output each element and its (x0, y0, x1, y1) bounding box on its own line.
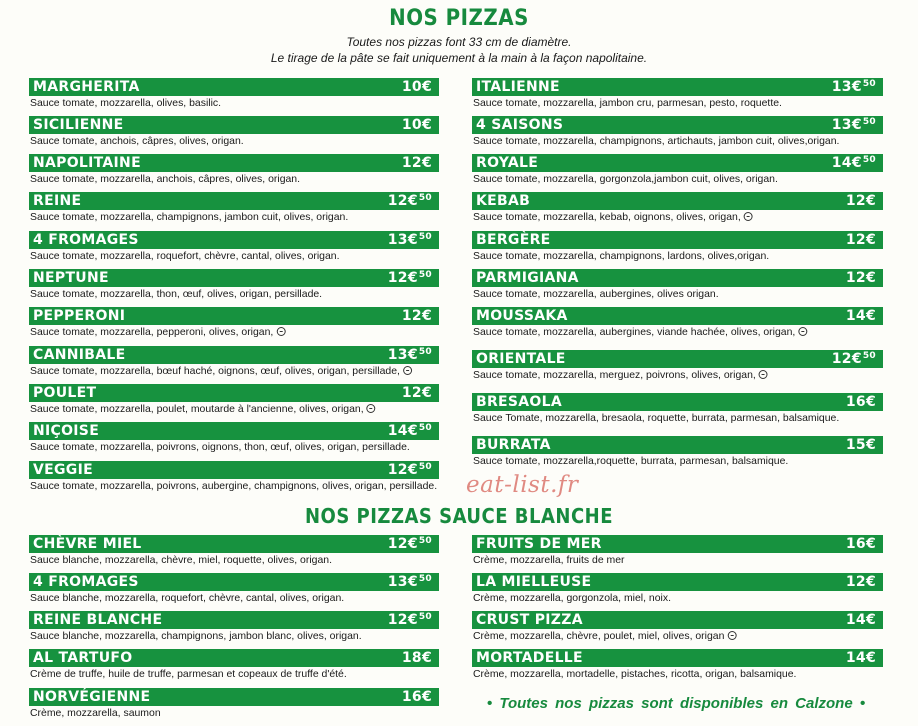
price-main: 14€ (831, 155, 862, 171)
pork-icon (727, 631, 736, 640)
menu-item (29, 116, 439, 148)
pizza-name: REINE (33, 193, 82, 209)
price-main: 13€ (387, 574, 418, 590)
pizza-description (472, 97, 881, 110)
price-main: 16€ (845, 536, 876, 552)
menu-item-header (29, 461, 439, 479)
pizza-price (846, 394, 876, 410)
pizza-name: KEBAB (476, 193, 531, 209)
menu-item (29, 307, 439, 339)
price-main: 12€ (387, 536, 418, 552)
menu-item (29, 688, 439, 720)
description-text: Sauce Tomate, mozzarella, bresaola, roquette, burrata, parmesan, balsamique. (472, 412, 840, 424)
pizza-price (402, 385, 432, 401)
pizza-price (832, 155, 876, 171)
pizza-description (472, 369, 881, 382)
price-main: 12€ (401, 385, 432, 401)
pizza-price (388, 193, 432, 209)
description-text: Crème, mozzarella, chèvre, poulet, miel, olives, origan (472, 630, 725, 642)
pizza-name: CHÈVRE MIEL (33, 536, 142, 552)
pizza-name: BRESAOLA (476, 394, 562, 410)
pizza-name: 4 FROMAGES (33, 232, 139, 248)
description-text: Crème de truffe, huile de truffe, parmesan et copeaux de truffe d'été. (29, 668, 347, 680)
menu-item-header (29, 192, 439, 210)
menu-item (472, 269, 883, 301)
price-main: 14€ (387, 423, 418, 439)
price-cents: 50 (862, 117, 876, 127)
pizza-price (832, 351, 876, 367)
menu-item-header (472, 350, 883, 368)
pizza-price (846, 437, 876, 453)
menu-item (472, 116, 883, 148)
menu-item (29, 192, 439, 224)
calzone-note: • Toutes nos pizzas sont disponibles en Calzone • (486, 695, 866, 712)
description-text: Sauce tomate, mozzarella, poivrons, aubergine, champignons, olives, origan, persillade. (29, 480, 438, 492)
pizza-name: PEPPERONI (33, 308, 126, 324)
pizza-price (846, 232, 876, 248)
pizza-price (846, 193, 876, 209)
pizza-name: 4 SAISONS (476, 117, 564, 133)
price-cents: 50 (862, 155, 876, 165)
pizza-price (388, 232, 432, 248)
description-text: Sauce tomate, mozzarella, aubergines, olives origan. (472, 288, 719, 300)
pork-icon (276, 327, 285, 336)
menu-item (472, 192, 883, 224)
price-main: 16€ (845, 394, 876, 410)
pizza-name: CRUST PIZZA (476, 612, 583, 628)
menu-item (472, 393, 883, 425)
price-main: 14€ (845, 612, 876, 628)
menu-item-header (472, 269, 883, 287)
pizza-price (388, 612, 432, 628)
description-text: Sauce tomate, mozzarella, olives, basilic. (29, 97, 222, 109)
description-text: Crème, mozzarella, mortadelle, pistaches, ricotta, origan, balsamique. (472, 668, 797, 680)
price-cents: 50 (418, 536, 432, 546)
price-cents: 50 (418, 462, 432, 472)
subtitle-line-2: Le tirage de la pâte se fait uniquement à la main à la façon napolitaine. (270, 51, 648, 65)
pizza-description (29, 173, 437, 186)
description-text: Sauce blanche, mozzarella, chèvre, miel, roquette, olives, origan. (29, 554, 332, 566)
menu-item (29, 422, 439, 454)
price-main: 12€ (845, 193, 876, 209)
price-main: 12€ (387, 612, 418, 628)
menu-item-header (29, 269, 439, 287)
pizza-name: BERGÈRE (476, 232, 551, 248)
price-main: 12€ (845, 574, 876, 590)
pizza-price (846, 270, 876, 286)
pizza-name: VEGGIE (33, 462, 93, 478)
menu-item-header (29, 78, 439, 96)
price-main: 18€ (401, 650, 432, 666)
menu-item (29, 154, 439, 186)
subtitle-line-1: Toutes nos pizzas font 33 cm de diamètre. (346, 35, 572, 49)
menu-item-header (29, 649, 439, 667)
pizza-description (472, 173, 881, 186)
description-text: Crème, mozzarella, saumon (29, 707, 161, 719)
pizza-price (846, 650, 876, 666)
menu-item (29, 78, 439, 110)
menu-item (29, 346, 439, 378)
description-text: Sauce tomate, anchois, câpres, olives, origan. (29, 135, 244, 147)
price-cents: 50 (418, 347, 432, 357)
pizza-description (29, 250, 437, 263)
description-text: Crème, mozzarella, gorgonzola, miel, noix. (472, 592, 671, 604)
menu-item (472, 436, 883, 468)
description-text: Sauce blanche, mozzarella, champignons, jambon blanc, olives, origan. (29, 630, 362, 642)
menu-item-header (472, 573, 883, 591)
menu-item (472, 573, 883, 605)
price-main: 14€ (845, 650, 876, 666)
menu-item-header (29, 535, 439, 553)
menu-item-header (472, 393, 883, 411)
price-main: 12€ (387, 462, 418, 478)
description-text: Sauce tomate, mozzarella, thon, œuf, olives, origan, persillade. (29, 288, 323, 300)
menu-item (29, 231, 439, 263)
menu-item-header (472, 78, 883, 96)
pizza-description (472, 211, 881, 224)
pizza-name: ROYALE (476, 155, 539, 171)
price-main: 13€ (387, 232, 418, 248)
menu-item (472, 154, 883, 186)
price-cents: 50 (418, 232, 432, 242)
pizza-description (29, 288, 437, 301)
description-text: Sauce tomate, mozzarella, jambon cru, parmesan, pesto, roquette. (472, 97, 782, 109)
watermark: eat-list.fr (466, 472, 579, 498)
menu-item-header (472, 307, 883, 325)
menu-item (29, 384, 439, 416)
pizza-price (846, 308, 876, 324)
pizza-name: PARMIGIANA (476, 270, 579, 286)
menu-item-header (29, 422, 439, 440)
pizza-price (402, 117, 432, 133)
menu-item-header (29, 688, 439, 706)
pizza-price (388, 536, 432, 552)
menu-item-header (29, 346, 439, 364)
menu-item-header (472, 436, 883, 454)
pizza-description (472, 326, 881, 339)
menu-item (29, 573, 439, 605)
pizza-price (388, 270, 432, 286)
pizza-name: NEPTUNE (33, 270, 109, 286)
pork-icon (759, 370, 768, 379)
menu-item (472, 535, 883, 567)
menu-item-header (29, 384, 439, 402)
description-text: Sauce tomate, mozzarella, roquefort, chèvre, cantal, olives, origan. (29, 250, 340, 262)
pizza-name: REINE BLANCHE (33, 612, 163, 628)
pizza-description (29, 480, 437, 493)
description-text: Sauce tomate, mozzarella, kebab, oignons, olives, origan, (472, 211, 741, 223)
pizza-name: NORVÉGIENNE (33, 689, 151, 705)
price-main: 15€ (845, 437, 876, 453)
price-main: 13€ (387, 347, 418, 363)
price-cents: 50 (418, 423, 432, 433)
pizza-name: NIÇOISE (33, 423, 100, 439)
pizza-price (388, 347, 432, 363)
menu-item (29, 461, 439, 493)
pizza-name: NAPOLITAINE (33, 155, 141, 171)
pizza-description (29, 554, 437, 567)
price-cents: 50 (862, 79, 876, 89)
page-title: NOS PIZZAS (389, 6, 529, 31)
description-text: Crème, mozzarella, fruits de mer (472, 554, 625, 566)
price-main: 10€ (401, 117, 432, 133)
menu-item-header (472, 611, 883, 629)
pizza-name: LA MIELLEUSE (476, 574, 592, 590)
pizza-description (29, 630, 437, 643)
menu-item (472, 78, 883, 110)
menu-item (472, 231, 883, 263)
pizza-price (846, 536, 876, 552)
pork-icon (744, 212, 753, 221)
price-main: 16€ (401, 689, 432, 705)
menu-item-header (29, 611, 439, 629)
pizza-price (846, 612, 876, 628)
price-main: 10€ (401, 79, 432, 95)
pizza-description (472, 554, 881, 567)
menu-item-header (29, 231, 439, 249)
pizza-description (29, 707, 437, 720)
pizza-name: AL TARTUFO (33, 650, 133, 666)
pizza-description (29, 403, 437, 416)
price-main: 13€ (831, 117, 862, 133)
price-cents: 50 (418, 193, 432, 203)
menu-item (472, 307, 883, 339)
price-main: 12€ (401, 155, 432, 171)
menu-item-header (29, 307, 439, 325)
description-text: Sauce tomate, mozzarella, champignons, lardons, olives,origan. (472, 250, 770, 262)
pizza-name: FRUITS DE MER (476, 536, 602, 552)
pizza-price (388, 574, 432, 590)
pizza-description (472, 412, 881, 425)
pizza-name: BURRATA (476, 437, 551, 453)
pizza-description (29, 668, 437, 681)
price-cents: 50 (418, 270, 432, 280)
menu-item-header (472, 116, 883, 134)
pizza-description (29, 326, 437, 339)
price-cents: 50 (418, 612, 432, 622)
pork-icon (798, 327, 807, 336)
pizza-description (29, 592, 437, 605)
pizza-name: MOUSSAKA (476, 308, 568, 324)
pizza-price (402, 689, 432, 705)
pizza-name: CANNIBALE (33, 347, 126, 363)
price-main: 12€ (831, 351, 862, 367)
pork-icon (403, 366, 412, 375)
description-text: Sauce tomate, mozzarella, gorgonzola,jambon cuit, olives, origan. (472, 173, 778, 185)
price-main: 12€ (387, 270, 418, 286)
pizza-price (832, 79, 876, 95)
pizza-price (402, 650, 432, 666)
pizza-description (472, 250, 881, 263)
menu-item (472, 350, 883, 382)
description-text: Sauce tomate, mozzarella, champignons, artichauts, jambon cuit, olives,origan. (472, 135, 840, 147)
pizza-description (29, 135, 437, 148)
price-main: 12€ (845, 232, 876, 248)
pizza-price (832, 117, 876, 133)
pizza-description (29, 441, 437, 454)
menu-item-header (472, 649, 883, 667)
price-main: 13€ (831, 79, 862, 95)
price-main: 12€ (845, 270, 876, 286)
section-title-sauce-blanche: NOS PIZZAS SAUCE BLANCHE (304, 504, 614, 528)
pizza-name: MARGHERITA (33, 79, 140, 95)
price-main: 14€ (845, 308, 876, 324)
menu-item (472, 649, 883, 681)
pizza-name: ITALIENNE (476, 79, 560, 95)
menu-item (29, 611, 439, 643)
pizza-description (29, 97, 437, 110)
pizza-price (846, 574, 876, 590)
pizza-name: 4 FROMAGES (33, 574, 139, 590)
pizza-name: MORTADELLE (476, 650, 583, 666)
pizza-price (388, 462, 432, 478)
menu-item-header (472, 154, 883, 172)
pizza-description (472, 630, 881, 643)
price-cents: 50 (862, 351, 876, 361)
description-text: Sauce tomate, mozzarella, poulet, moutarde à l'ancienne, olives, origan, (29, 403, 364, 415)
description-text: Sauce tomate, mozzarella, merguez, poivrons, olives, origan, (472, 369, 756, 381)
pizza-name: POULET (33, 385, 97, 401)
description-text: Sauce tomate, mozzarella, champignons, jambon cuit, olives, origan. (29, 211, 349, 223)
description-text: Sauce tomate, mozzarella, pepperoni, olives, origan, (29, 326, 274, 338)
pizza-description (29, 211, 437, 224)
pizza-price (402, 155, 432, 171)
menu-item-header (472, 535, 883, 553)
pizza-description (472, 288, 881, 301)
price-cents: 50 (418, 574, 432, 584)
pizza-description (472, 592, 881, 605)
description-text: Sauce tomate, mozzarella, anchois, câpres, olives, origan. (29, 173, 301, 185)
pizza-price (402, 79, 432, 95)
menu-item (29, 535, 439, 567)
description-text: Sauce tomate, mozzarella,roquette, burrata, parmesan, balsamique. (472, 455, 789, 467)
pizza-price (402, 308, 432, 324)
menu-item (29, 649, 439, 681)
menu-item-header (472, 231, 883, 249)
description-text: Sauce tomate, mozzarella, aubergines, viande hachée, olives, origan, (472, 326, 796, 338)
menu-item-header (29, 573, 439, 591)
pizza-name: SICILIENNE (33, 117, 124, 133)
pork-icon (367, 404, 376, 413)
pizza-description (472, 135, 881, 148)
menu-item-header (29, 154, 439, 172)
description-text: Sauce tomate, mozzarella, poivrons, oignons, thon, œuf, olives, origan, persillade. (29, 441, 410, 453)
price-main: 12€ (387, 193, 418, 209)
pizza-description (472, 455, 881, 468)
pizza-description (472, 668, 881, 681)
pizza-price (388, 423, 432, 439)
menu-item (29, 269, 439, 301)
price-main: 12€ (401, 308, 432, 324)
menu-item (472, 611, 883, 643)
description-text: Sauce blanche, mozzarella, roquefort, chèvre, cantal, olives, origan. (29, 592, 345, 604)
pizza-description (29, 365, 437, 378)
pizza-name: ORIENTALE (476, 351, 566, 367)
menu-item-header (29, 116, 439, 134)
menu-item-header (472, 192, 883, 210)
description-text: Sauce tomate, mozzarella, bœuf haché, oignons, œuf, olives, origan, persillade, (29, 365, 400, 377)
